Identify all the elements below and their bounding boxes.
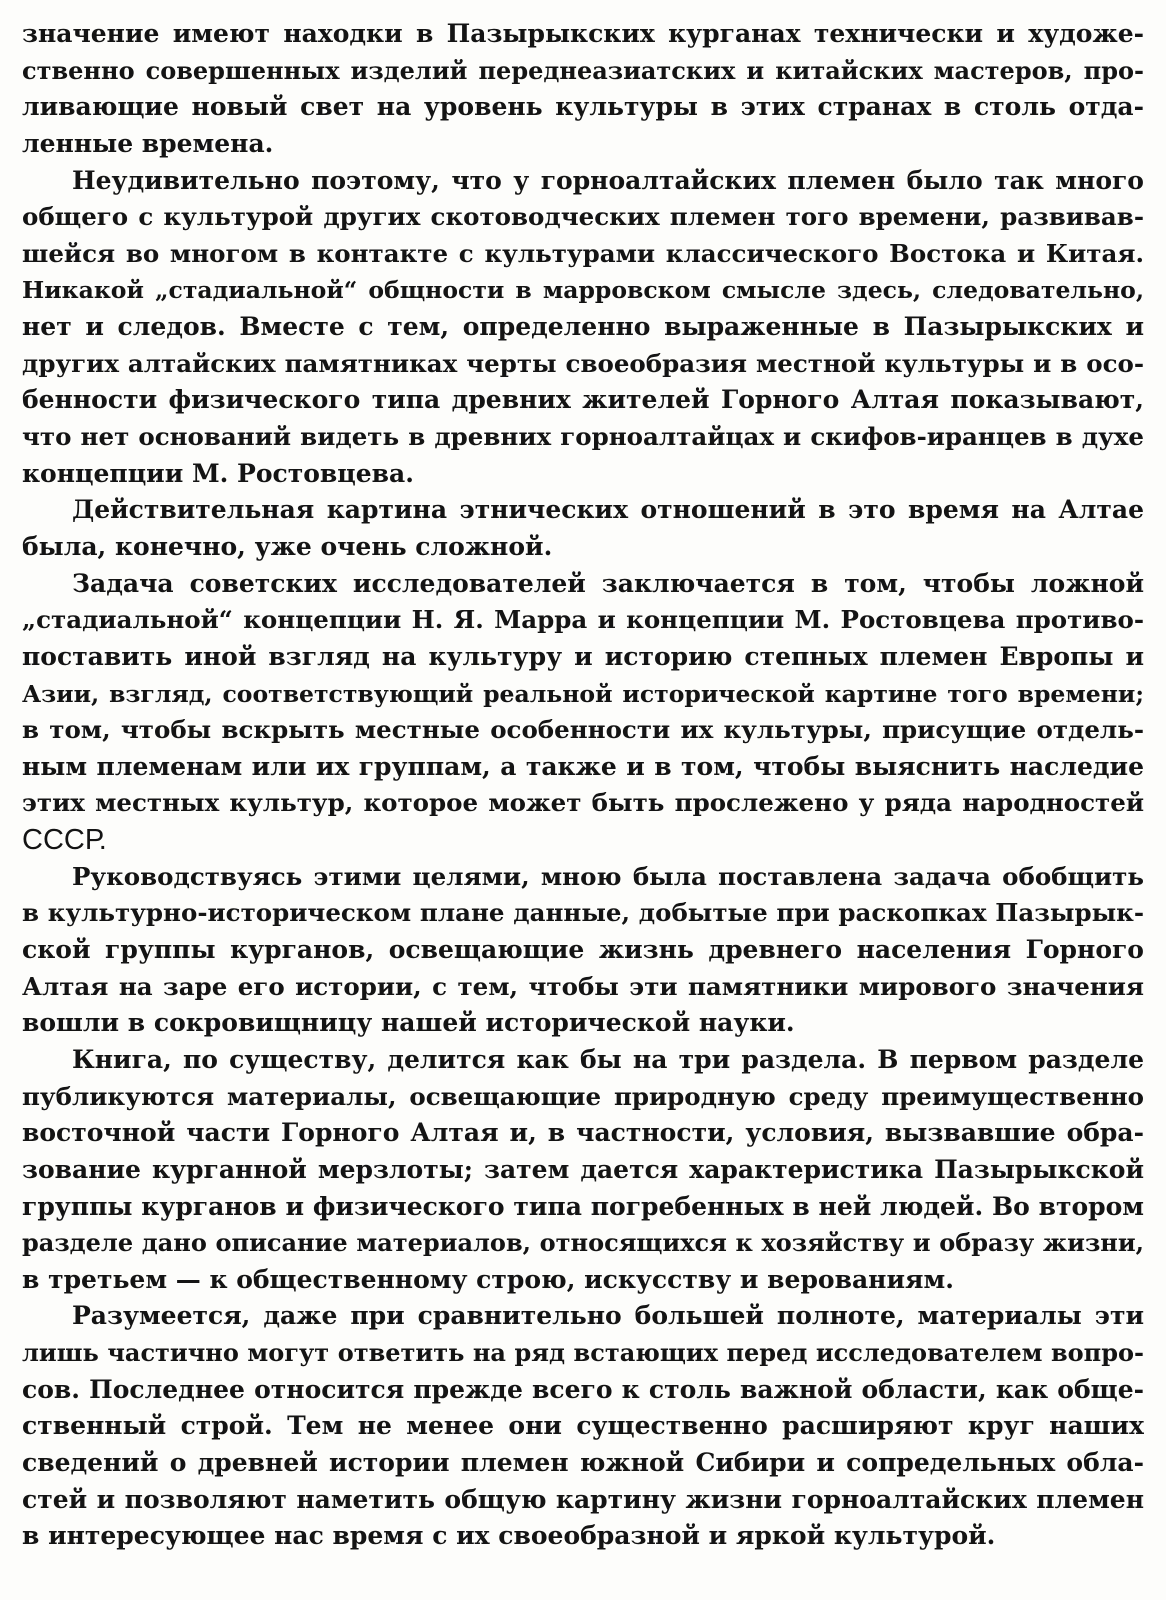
text-line: Никакой „стадиальной“ общности в марровском смысле здесь, следовательно, xyxy=(22,276,1144,305)
body-text xyxy=(22,16,1144,1555)
text-line: что нет оснований видеть в древних горноалтайцах и скифов-иранцев в духе xyxy=(22,422,1144,452)
text-line: была, конечно, уже очень сложной. xyxy=(22,531,553,561)
text-line: нет и следов. Вместе с тем, определенно выраженные в Пазырыкских и xyxy=(22,312,1144,342)
text-line: концепции М. Ростовцева. xyxy=(22,458,414,488)
text-line: восточной части Горного Алтая и, в частности, условия, вызвавшие обра- xyxy=(22,1118,1144,1148)
text-line: шейся во многом в контакте с культурами классического Востока и Китая. xyxy=(22,238,1144,268)
text-line: поставить иной взгляд на культуру и историю степных племен Европы и xyxy=(22,641,1144,671)
text-line: зование курганной мерзлоты; затем дается характеристика Пазырыкской xyxy=(22,1154,1144,1184)
text-line: сведений о древней истории племен южной Сибири и сопредельных обла- xyxy=(22,1447,1144,1477)
text-line: лишь частично могут ответить на ряд встающих перед исследователем вопро- xyxy=(22,1338,1144,1368)
text-line: других алтайских памятниках черты своеобразия местной культуры и в осо- xyxy=(22,348,1144,378)
text-line: бенности физического типа древних жителей Горного Алтая показывают, xyxy=(22,385,1144,415)
text-line: Неудивительно поэтому, что у горноалтайских племен было так много xyxy=(72,165,1144,195)
text-line: Руководствуясь этими целями, мною была поставлена задача обобщить xyxy=(72,861,1144,891)
text-line: ленные времена. xyxy=(22,128,274,158)
text-line: сов. Последнее относится прежде всего к столь важной области, как обще- xyxy=(22,1374,1144,1404)
text-line: ливающие новый свет на уровень культуры в этих странах в столь отда- xyxy=(22,92,1144,122)
text-line: разделе дано описание материалов, относящихся к хозяйству и образу жизни, xyxy=(22,1228,1144,1258)
text-line: публикуются материалы, освещающие природную среду преимущественно xyxy=(22,1081,1144,1111)
text-line: общего с культурой других скотоводческих племен того времени, развивав- xyxy=(22,202,1144,232)
text-line: Азии, взгляд, соответствующий реальной исторической картине того времени; xyxy=(22,679,1144,708)
paragraph xyxy=(22,16,1144,163)
text-line: ным племенам или их группам, а также и в том, чтобы выяснить наследие xyxy=(22,751,1144,781)
text-line: ственно совершенных изделий переднеазиатских и китайских мастеров, про- xyxy=(22,55,1144,85)
text-line: Разумеется, даже при сравнительно большей полноте, материалы эти xyxy=(72,1301,1144,1331)
text-line: этих местных культур, которое может быть прослежено у ряда народностей xyxy=(22,788,1144,818)
text-line: стей и позволяют наметить общую картину жизни горноалтайских племен xyxy=(22,1484,1144,1514)
text-line: вошли в сокровищницу нашей исторической науки. xyxy=(22,1008,795,1038)
paragraph xyxy=(22,1042,1144,1298)
paragraph xyxy=(22,566,1144,859)
paragraph xyxy=(22,492,1144,565)
text-line: в культурно-историческом плане данные, добытые при раскопках Пазырык- xyxy=(22,898,1144,928)
text-line: в третьем — к общественному строю, искусству и верованиям. xyxy=(22,1264,954,1294)
paragraph xyxy=(22,163,1144,493)
paragraph xyxy=(22,1298,1144,1554)
text-line: Алтая на заре его истории, с тем, чтобы эти памятники мирового значения xyxy=(22,971,1144,1001)
text-line: Книга, по существу, делится как бы на три раздела. В первом разделе xyxy=(72,1044,1144,1074)
text-line: ственный строй. Тем не менее они существенно расширяют круг наших xyxy=(22,1411,1144,1441)
text-line: в интересующее нас время с их своеобразной и яркой культурой. xyxy=(22,1521,996,1551)
text-line: группы курганов и физического типа погребенных в ней людей. Во втором xyxy=(22,1191,1144,1221)
paragraph xyxy=(22,859,1144,1042)
text-line: ской группы курганов, освещающие жизнь древнего населения Горного xyxy=(22,935,1144,965)
text-line: „стадиальной“ концепции Н. Я. Марра и концепции М. Ростовцева противо- xyxy=(22,605,1144,635)
text-line: значение имеют находки в Пазырыкских курганах технически и художе- xyxy=(22,19,1144,48)
text-line: СССР. xyxy=(22,824,107,857)
text-line: Действительная картина этнических отношений в это время на Алтае xyxy=(72,495,1144,525)
text-line: Задача советских исследователей заключается в том, чтобы ложной xyxy=(72,568,1144,598)
text-line: в том, чтобы вскрыть местные особенности их культуры, присущие отдель- xyxy=(22,715,1144,745)
